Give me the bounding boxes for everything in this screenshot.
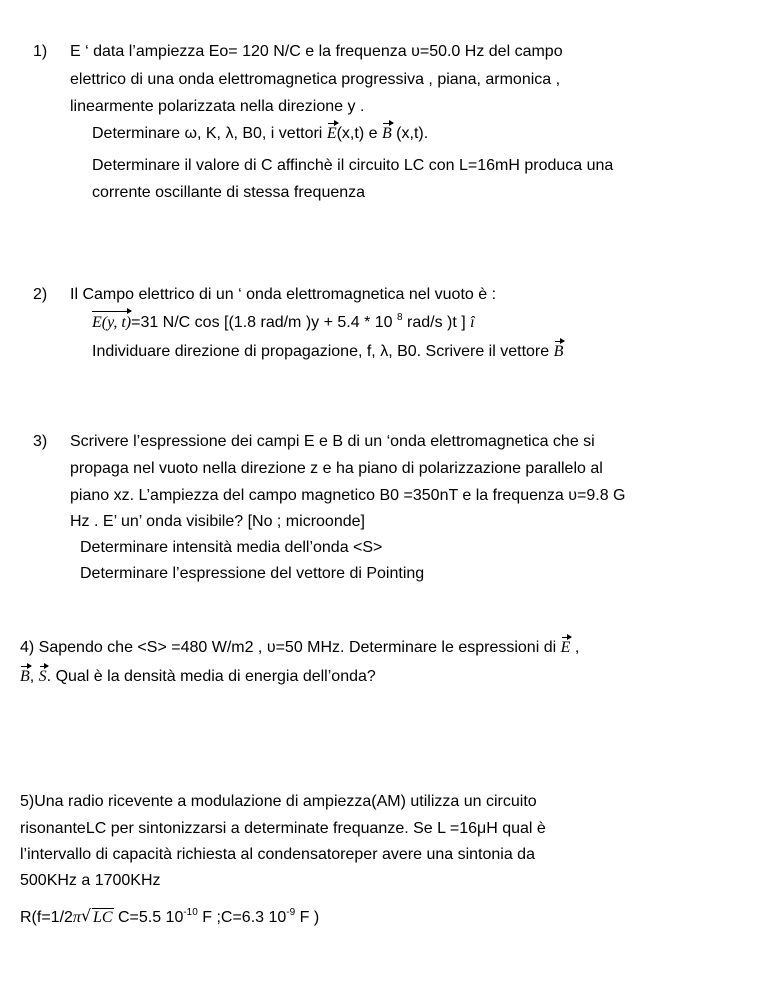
q5-line-3: l’intervallo di capacità richiesta al condensatoreper avere una sintonia da bbox=[20, 846, 535, 863]
q3-line-4: Hz . E’ un’ onda visibile? [No ; microonde] bbox=[70, 513, 365, 530]
vector-E: E bbox=[560, 639, 571, 656]
q5-answer: R(f=1/2π √ LC C=5.5 $10^{-10}$ F ;C=6.3 $10^{-9}$ F ) bbox=[20, 906, 320, 926]
q1-line-1: E ‘ data l’ampiezza Eo= 120 N/C e la frequenza υ=50.0 Hz del campo bbox=[70, 43, 563, 60]
q5-line-4: 500KHz a 1700KHz bbox=[20, 872, 161, 889]
q1-line-3: linearmente polarizzata nella direzione y . bbox=[70, 98, 365, 115]
q2-number: 2) bbox=[33, 286, 48, 303]
q1-line-4: Determinare ω, K, λ, B0, i vettori E(x,t) e B (x,t). bbox=[92, 125, 429, 142]
q2-line-2: E(y, t)=31 N/C cos [(1.8 rad/m )y + 5.4 * 10 $^8$ rad/s )t ] î bbox=[92, 312, 475, 331]
vector-E-yt: E(y, t) bbox=[92, 314, 132, 331]
vector-B: B bbox=[20, 668, 30, 685]
vector-S: S bbox=[38, 668, 47, 685]
q3-line-2: propaga nel vuoto nella direzione z e ha piano di polarizzazione parallelo al bbox=[70, 460, 603, 477]
unit-vector-i: î bbox=[470, 314, 475, 331]
sqrt-LC: √ LC bbox=[80, 906, 113, 926]
q1-line-2: elettrico di una onda elettromagnetica progressiva , piana, armonica , bbox=[70, 71, 561, 88]
q5-line-1: 5)Una radio ricevente a modulazione di ampiezza(AM) utilizza un circuito bbox=[20, 793, 537, 810]
q3-line-5: Determinare intensità media dell’onda <S> bbox=[80, 539, 383, 556]
q4-line-1: 4) Sapendo che <S> =480 W/m2 , υ=50 MHz. Determinare le espressioni di E , bbox=[20, 639, 580, 656]
q3-line-3: piano xz. L’ampiezza del campo magnetico B0 =350nT e la frequenza υ=9.8 G bbox=[70, 487, 626, 504]
q1-number: 1) bbox=[33, 43, 48, 60]
q3-line-1: Scrivere l’espressione dei campi E e B di un ‘onda elettromagnetica che si bbox=[70, 433, 595, 450]
q1-line-6: corrente oscillante di stessa frequenza bbox=[92, 184, 366, 201]
q2-line-1: Il Campo elettrico di un ‘ onda elettromagnetica nel vuoto è : bbox=[70, 286, 497, 303]
vector-B: B bbox=[553, 343, 564, 360]
vector-B: B bbox=[381, 125, 392, 142]
q2-line-3: Individuare direzione di propagazione, f, λ, B0. Scrivere il vettore B bbox=[92, 343, 564, 360]
q5-line-2: risonanteLC per sintonizzarsi a determinate frequanze. Se L =16μH qual è bbox=[20, 820, 546, 837]
q3-number: 3) bbox=[33, 433, 48, 450]
q1-line-5: Determinare il valore di C affinchè il circuito LC con L=16mH produca una bbox=[92, 157, 614, 174]
vector-E: E bbox=[326, 125, 337, 142]
q3-line-6: Determinare l’espressione del vettore di Pointing bbox=[80, 565, 425, 582]
q4-line-2: B, S. Qual è la densità media di energia dell’onda? bbox=[20, 668, 376, 685]
